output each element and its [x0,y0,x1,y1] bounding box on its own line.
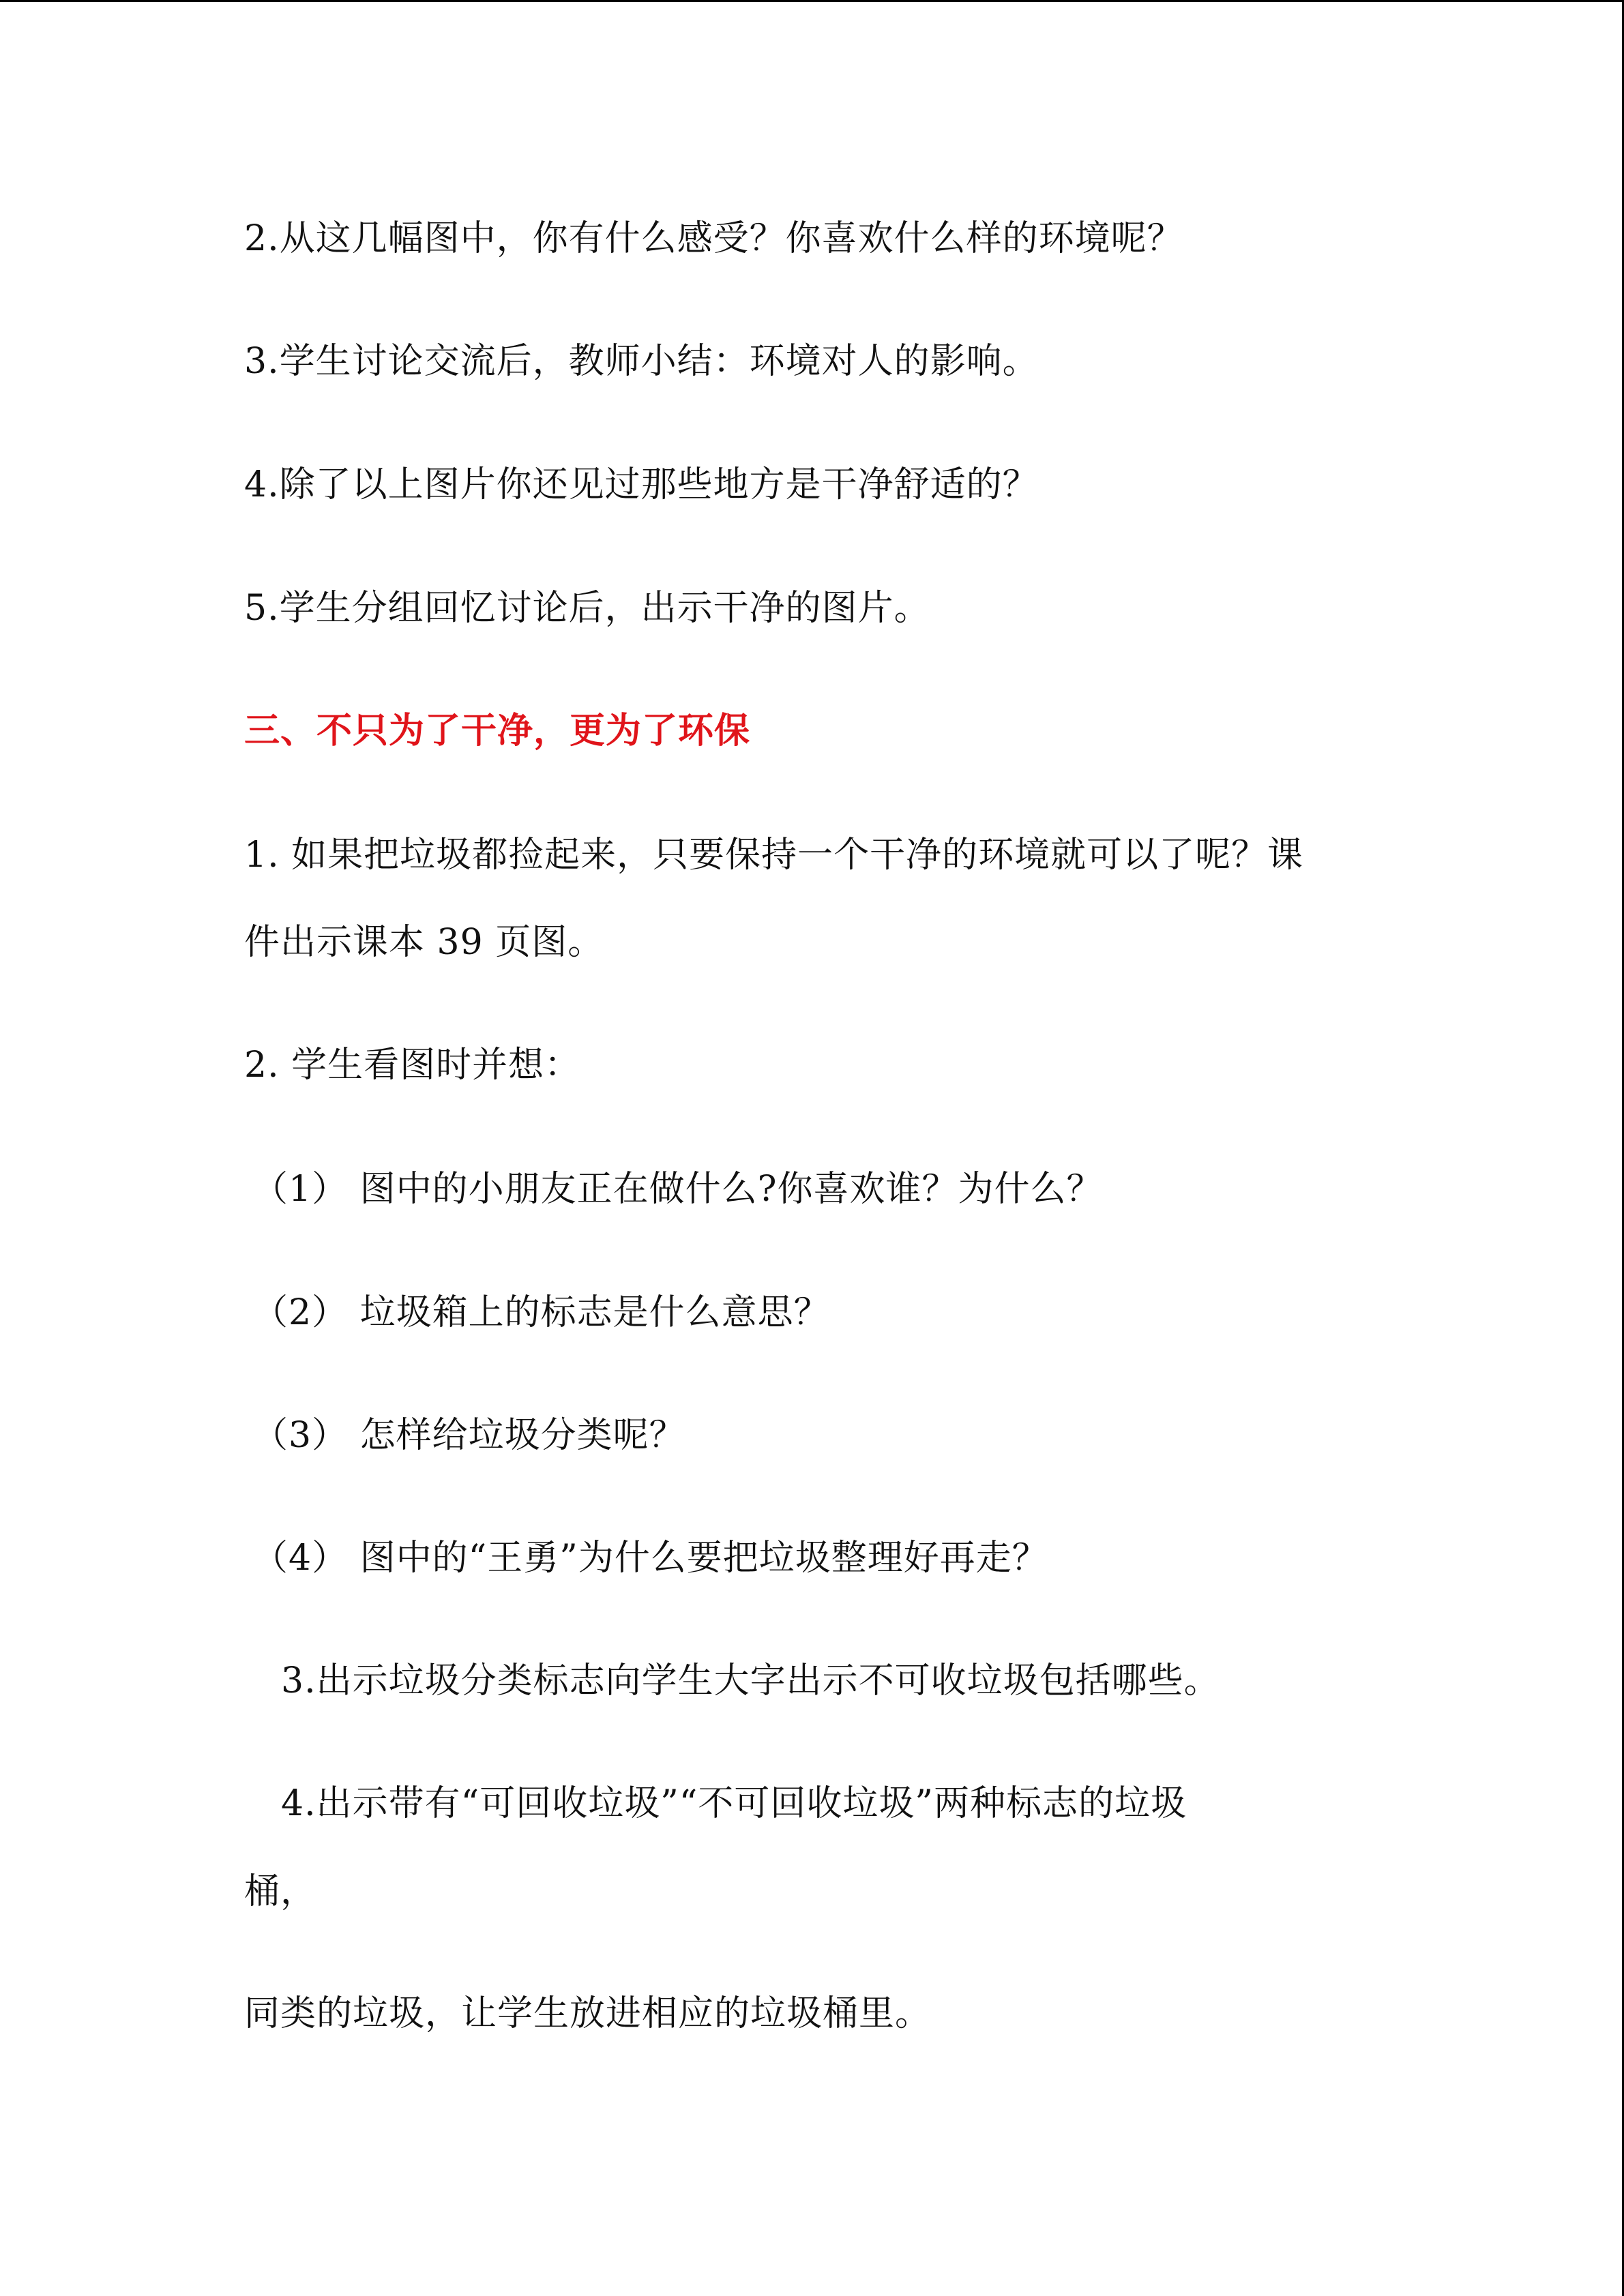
item-4-line-3: 同类的垃圾，让学生放进相应的垃圾桶里。 [244,1993,932,2034]
item-4-line-1: 4.出示带有“可回收垃圾”“不可回收垃圾”两种标志的垃圾 [281,1783,1187,1824]
item-3: 3.出示垃圾分类标志向学生大字出示不可收垃圾包括哪些。 [281,1660,1220,1701]
item-2: 2. 学生看图时并想： [244,1045,581,1086]
item-1-line-2: 件出示课本 39 页图。 [244,922,604,963]
paragraph-line-4: 4.除了以上图片你还见过那些地方是干净舒适的？ [244,464,1039,505]
sub-question-2: （2） 垃圾箱上的标志是什么意思？ [252,1292,830,1333]
section-heading: 三、不只为了干净，更为了环保 [244,711,751,751]
page-border-top [0,0,1624,2]
item-4-line-2: 桶， [244,1871,317,1912]
item-1-line-1: 1. 如果把垃圾都捡起来，只要保持一个干净的环境就可以了呢？课 [244,835,1304,876]
paragraph-line-2: 2.从这几幅图中，你有什么感受？你喜欢什么样的环境呢？ [244,218,1183,259]
paragraph-line-3: 3.学生讨论交流后，教师小结：环境对人的影响。 [244,341,1039,382]
sub-question-1: （1） 图中的小朋友正在做什么?你喜欢谁？为什么？ [252,1169,1103,1210]
sub-question-4: （4） 图中的“王勇”为什么要把垃圾整理好再走？ [252,1538,1048,1579]
sub-question-3: （3） 怎样给垃圾分类呢？ [252,1415,685,1456]
paragraph-line-5: 5.学生分组回忆讨论后，出示干净的图片。 [244,588,930,629]
